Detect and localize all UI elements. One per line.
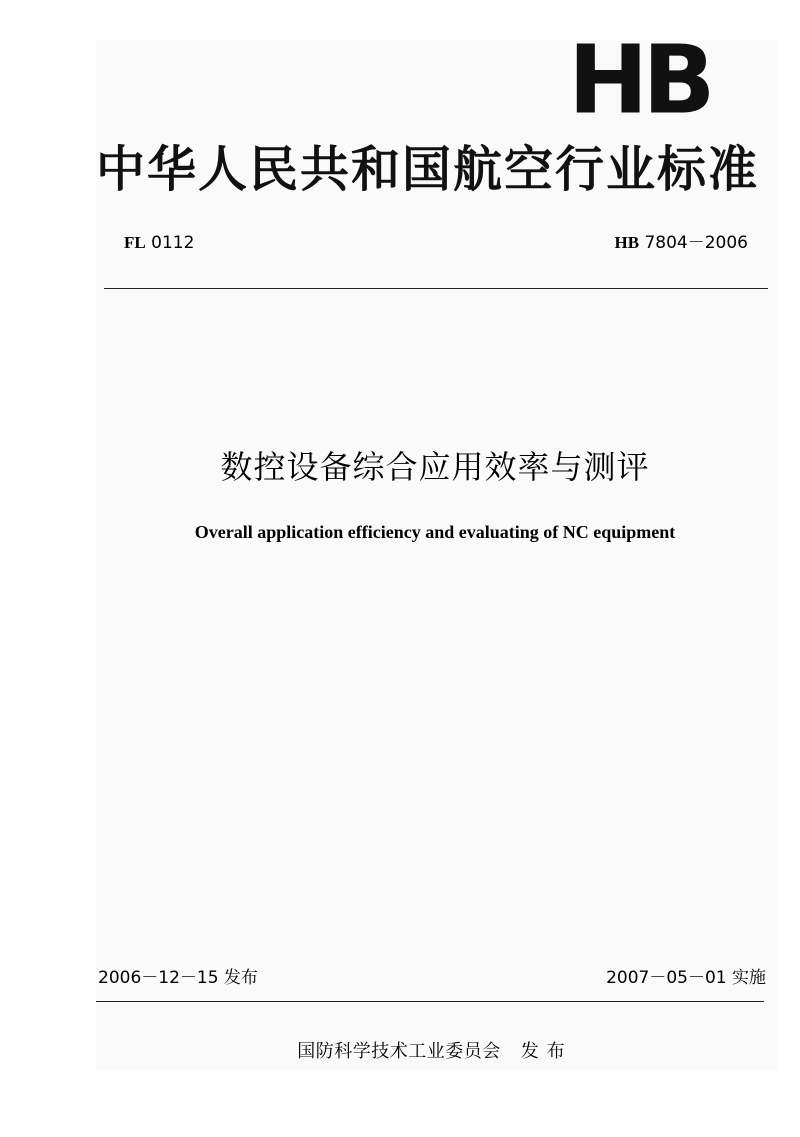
document-title-cn: 数控设备综合应用效率与测评 bbox=[220, 448, 650, 486]
standard-number bbox=[615, 232, 749, 254]
standard-prefix: HB bbox=[614, 233, 640, 252]
issuer-verb: 发布 bbox=[520, 1041, 573, 1062]
issuer-organization: 国防科学技术工业委员会 bbox=[297, 1041, 501, 1062]
document-title-en: Overall application efficiency and evaluating of NC equipment bbox=[194, 522, 676, 542]
classification-label: FL bbox=[124, 233, 146, 252]
standard-category-title: 中华人民共和国航空行业标准 bbox=[96, 141, 760, 198]
issue-date: 2006－12－15 发布 bbox=[98, 968, 258, 988]
standard-code: 7804－2006 bbox=[644, 233, 748, 253]
hb-logo: HB bbox=[568, 25, 710, 136]
issuer-line bbox=[0, 1040, 800, 1064]
classification-number: 0112 bbox=[151, 233, 195, 253]
footer-divider bbox=[96, 1001, 764, 1002]
implementation-date: 2007－05－01 实施 bbox=[606, 968, 766, 988]
classification-code bbox=[124, 232, 194, 254]
header-divider bbox=[104, 288, 768, 289]
